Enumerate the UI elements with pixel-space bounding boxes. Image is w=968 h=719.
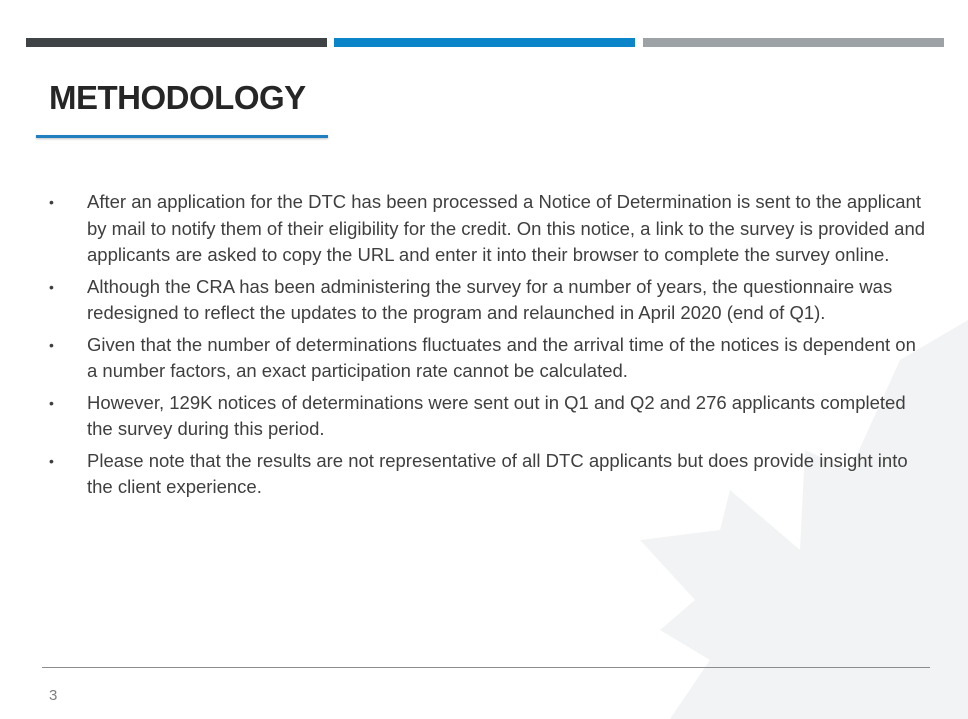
bullet-dot-icon: • — [49, 278, 54, 295]
bullet-text: However, 129K notices of determinations were sent out in Q1 and Q2 and 276 applicants completed the survey during this period. — [87, 391, 906, 439]
title-underline — [36, 135, 328, 138]
slide-title: METHODOLOGY — [49, 79, 306, 116]
bullet-item — [47, 448, 927, 501]
bullet-list — [47, 189, 927, 506]
bullet-item — [47, 390, 927, 443]
bullet-text: Please note that the results are not representative of all DTC applicants but does provide insight into the client experience. — [87, 449, 908, 497]
bullet-text: After an application for the DTC has been processed a Notice of Determination is sent to the applicant by mail to notify them of their eligibility for the credit. On this notice, a link to the survey is provided and applicants are asked to copy the URL and enter it into their browser to complete the survey online. — [87, 191, 926, 265]
header-bar-dark — [26, 38, 327, 47]
bullet-text: Although the CRA has been administering the survey for a number of years, the questionnaire was redesigned to reflect the updates to the program and relaunched in April 2020 (end of Q1). — [87, 275, 893, 323]
bullet-text: Given that the number of determinations fluctuates and the arrival time of the notices is dependent on a number factors, an exact participation rate cannot be calculated. — [87, 333, 916, 381]
header-bar-blue — [334, 38, 635, 47]
bullet-item — [47, 274, 927, 327]
bullet-dot-icon: • — [49, 394, 54, 411]
bullet-item — [47, 332, 927, 385]
bullet-dot-icon: • — [49, 194, 54, 210]
header-bar-gray — [643, 38, 944, 47]
page-number: 3 — [49, 687, 58, 704]
bullet-item — [47, 189, 927, 269]
bullet-dot-icon: • — [49, 452, 54, 469]
footer-divider — [42, 667, 930, 668]
bullet-dot-icon: • — [49, 336, 54, 353]
